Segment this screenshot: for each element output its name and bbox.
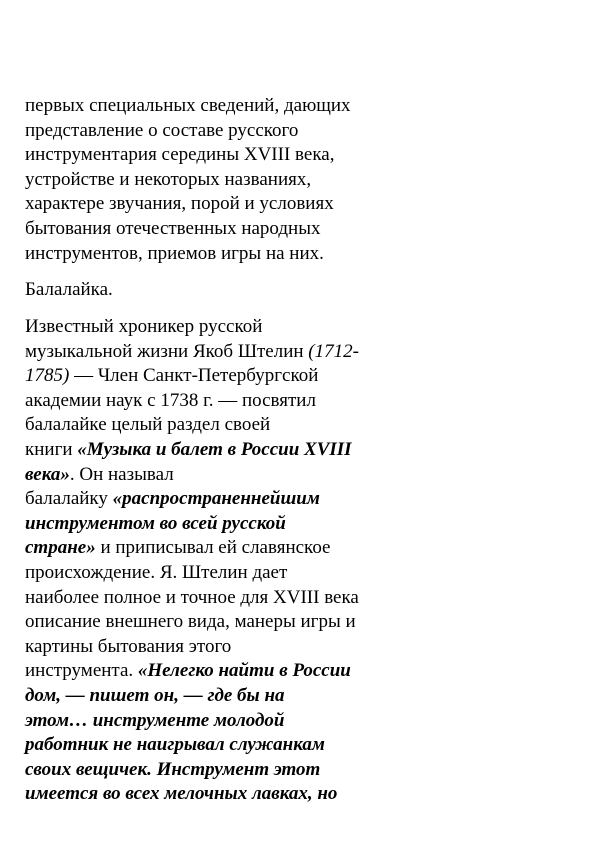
- text-line: [25, 463, 385, 488]
- text-line: [25, 709, 385, 734]
- quote-text: этом… инструменте молодой: [25, 709, 285, 731]
- text-line: [25, 315, 385, 340]
- text-line: [25, 635, 385, 660]
- text-run: картины бытования этого: [25, 635, 232, 657]
- text-line: [25, 536, 385, 561]
- text-line: [25, 340, 385, 365]
- text-line: инструментов, приемов игры на них.: [25, 242, 324, 264]
- italic-years-start: (1712-: [308, 340, 359, 362]
- text-line: [25, 782, 385, 807]
- text-line: характере звучания, порой и условиях: [25, 193, 334, 215]
- quote-text: своих вещичек. Инструмент этот: [25, 758, 321, 780]
- text-line: бытования отечественных народных: [25, 217, 321, 239]
- text-line: [25, 389, 385, 414]
- text-line: [25, 364, 385, 389]
- text-run: и приписывал ей славянское: [95, 537, 331, 559]
- text-run: балалайку: [25, 488, 113, 510]
- quote-text: «распространеннейшим: [112, 488, 320, 510]
- text-run: наиболее полное и точное для XVIII века: [25, 586, 359, 608]
- text-line: устройстве и некоторых названиях,: [25, 168, 312, 190]
- text-line: первых специальных сведений, дающих: [25, 95, 351, 116]
- quote-text: работник не наигрывал служанкам: [25, 734, 325, 756]
- text-run: музыкальной жизни Якоб Штелин: [25, 340, 309, 362]
- section-heading: [25, 278, 385, 303]
- text-line: [25, 586, 385, 611]
- text-run: книги: [25, 438, 78, 460]
- text-line: представление о составе русского: [25, 119, 299, 141]
- text-line: инструментария середины XVIII века,: [25, 144, 335, 166]
- book-title: «Музыка и балет в России XVIII: [77, 438, 352, 460]
- text-line: [25, 512, 385, 537]
- text-line: [25, 684, 385, 709]
- text-line: [25, 438, 385, 463]
- quote-text: дом, — пишет он, — где бы на: [25, 684, 285, 706]
- intro-paragraph: [25, 94, 385, 266]
- text-run: балалайке целый раздел своей: [25, 414, 271, 436]
- text-line: [25, 758, 385, 783]
- italic-years-end: 1785): [25, 365, 70, 387]
- text-run: Известный хроникер русской: [25, 316, 263, 337]
- book-title: века»: [25, 463, 70, 485]
- text-line: [25, 610, 385, 635]
- quote-text: имеется во всех мелочных лавках, но: [25, 783, 338, 805]
- text-run: . Он называл: [69, 463, 174, 485]
- text-run: описание внешнего вида, манеры игры и: [25, 611, 356, 633]
- text-run: — Член Санкт-Петербургской: [69, 365, 319, 387]
- text-run: академии наук с 1738 г. — посвятил: [25, 389, 316, 411]
- heading-text: Балалайка.: [25, 279, 113, 300]
- quote-text: стране»: [25, 537, 96, 559]
- text-run: происхождение. Я. Штелин дает: [25, 561, 288, 583]
- text-line: [25, 659, 385, 684]
- balalaika-paragraph: [25, 315, 385, 807]
- text-line: [25, 487, 385, 512]
- quote-text: «Нелегко найти в России: [137, 660, 351, 682]
- text-line: [25, 413, 385, 438]
- text-line: [25, 561, 385, 586]
- quote-text: инструментом во всей русской: [25, 512, 286, 534]
- text-line: [25, 733, 385, 758]
- text-run: инструмента.: [25, 660, 138, 682]
